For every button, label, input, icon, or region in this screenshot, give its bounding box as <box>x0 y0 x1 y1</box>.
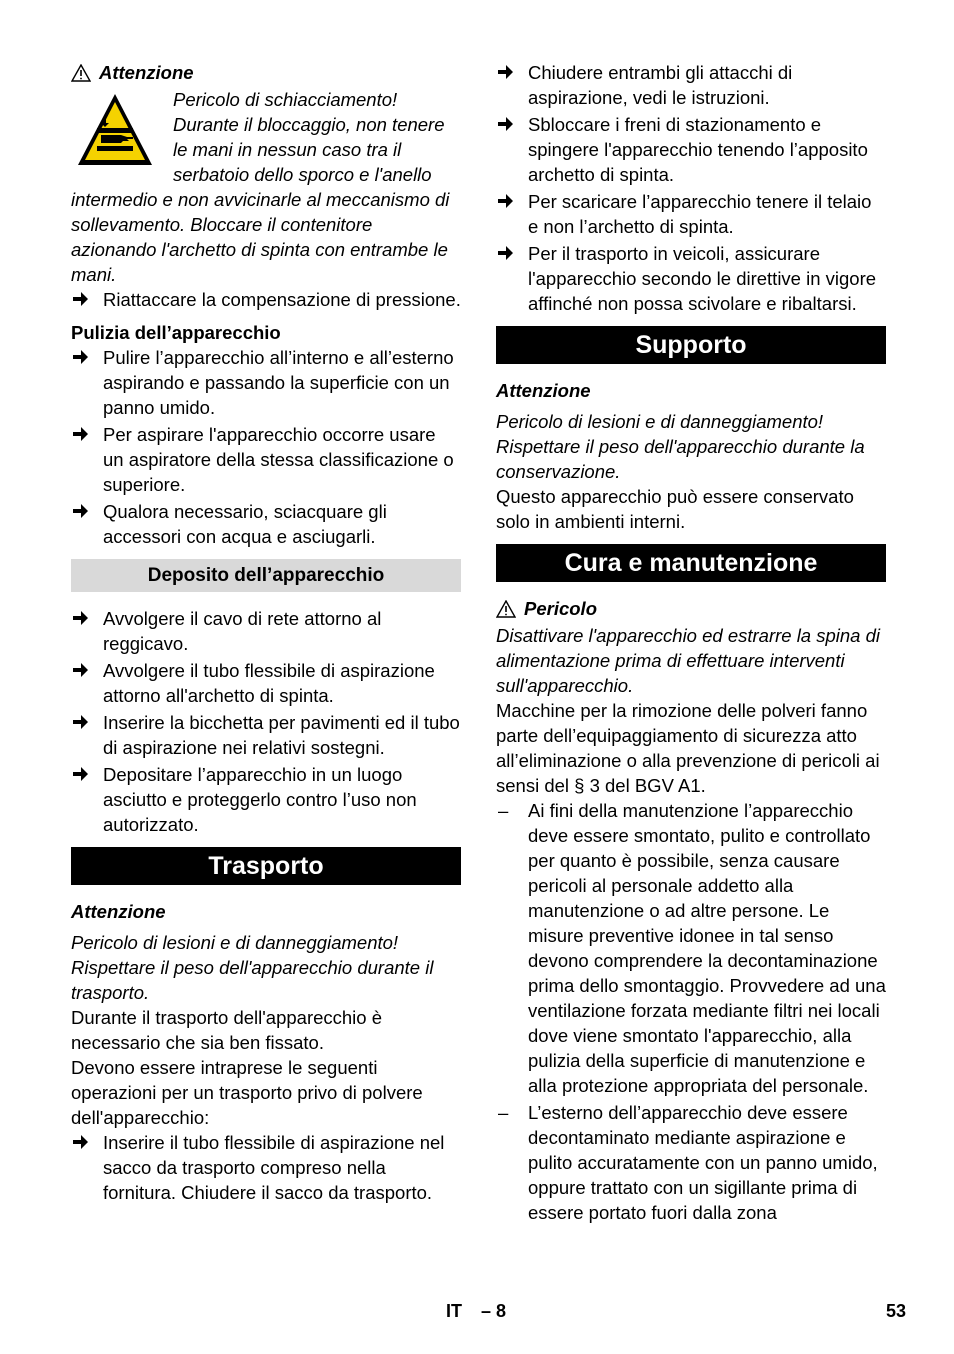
list-item-text: Inserire il tubo flessibile di aspirazione nel sacco da trasporto compreso nella fornitura. Chiudere il sacco da trasporto. <box>103 1132 445 1203</box>
list-item <box>71 710 461 760</box>
transport-list <box>71 1130 461 1205</box>
transport-warning-text: Pericolo di lesioni e di danneggiamento! Rispettare il peso dell'apparecchio durante il trasporto. <box>71 932 434 1003</box>
list-item <box>71 345 461 420</box>
transport-paragraph: Devono essere intraprese le seguenti operazioni per un trasporto privo di polvere dell'apparecchio: <box>71 1057 423 1128</box>
list-item-text: Inserire la bicchetta per pavimenti ed il tubo di aspirazione nei relativi sostegni. <box>103 712 460 758</box>
list-item-text: Avvolgere il tubo flessibile di aspirazione attorno all'archetto di spinta. <box>103 660 435 706</box>
list-item-text: Chiudere entrambi gli attacchi di aspirazione, vedi le istruzioni. <box>528 62 793 108</box>
list-item <box>496 1100 886 1225</box>
list-item-text: Avvolgere il cavo di rete attorno al reggicavo. <box>103 608 382 654</box>
footer-section-page: – 8 <box>481 1301 507 1321</box>
cleaning-list <box>71 345 461 549</box>
maintenance-list <box>496 798 886 1225</box>
list-item-text: Per aspirare l'apparecchio occorre usare un aspiratore della stessa classificazione o superiore. <box>103 424 454 495</box>
crush-warning-block <box>71 87 461 287</box>
list-item <box>496 241 886 316</box>
list-item-text: Depositare l’apparecchio in un luogo asciutto e proteggerlo contro l’uso non autorizzato. <box>103 764 417 835</box>
list-item <box>71 499 461 549</box>
transport-section-heading: Trasporto <box>71 847 461 885</box>
list-item-text: Pulire l’apparecchio all’interno e all’esterno aspirando e passando la superficie con un panno umido. <box>103 347 454 418</box>
list-item-text: Riattaccare la compensazione di pressione. <box>103 289 461 310</box>
list-item <box>496 112 886 187</box>
list-item-text: Per scaricare l’apparecchio tenere il telaio e non l’archetto di spinta. <box>528 191 872 237</box>
list-item <box>71 287 461 312</box>
arrow-right-icon <box>496 191 514 211</box>
warning-title: Attenzione <box>99 62 194 83</box>
list-item-text: Ai fini della manutenzione l’apparecchio deve essere smontato, pulito e controllato per quanto è possibile, senza causare pericoli al personale addetto alla manutenzione o ad altre persone. Le misure preventive idonee in tal senso devono comprendere la decontaminazione prima dello smontaggio. Provvedere ad una ventilazione forzata mediante filtri nei locali dove viene smontato l'apparecchio, alla pulizia della superficie di manutenzione e alla protezione appropriata del personale. <box>528 800 886 1096</box>
storage-section-heading: Deposito dell’apparecchio <box>71 559 461 592</box>
arrow-right-icon <box>496 114 514 134</box>
page-number: 53 <box>885 1301 906 1321</box>
warning-text: Pericolo di schiacciamento! Durante il bloccaggio, non tenere le mani in nessun caso tra il serbatoio dello sporco e l'anello intermedio e non avvicinarle al meccanismo di sollevamento. Bloccare il contenitore azionando l'archetto di spinta con entrambe le mani. <box>71 89 450 285</box>
dash-bullet: – <box>498 1102 509 1123</box>
transport-list-continued <box>496 60 886 316</box>
list-item <box>71 762 461 837</box>
arrow-right-icon <box>496 243 514 263</box>
maintenance-paragraph: Macchine per la rimozione delle polveri fanno parte dell’equipaggiamento di sicurezza atto all’eliminazione o alla prevenzione di pericoli ai sensi del § 3 del BGV A1. <box>496 700 880 796</box>
arrow-right-icon <box>71 1132 89 1152</box>
transport-paragraph: Durante il trasporto dell'apparecchio è necessario che sia ben fissato. <box>71 1007 383 1053</box>
pressure-list <box>71 287 461 312</box>
arrow-right-icon <box>71 764 89 784</box>
danger-heading <box>496 596 886 621</box>
dash-bullet: – <box>498 800 509 821</box>
danger-title: Pericolo <box>524 598 597 619</box>
arrow-right-icon <box>71 660 89 680</box>
arrow-right-icon <box>71 608 89 628</box>
support-warning-text: Pericolo di lesioni e di danneggiamento! Rispettare il peso dell'apparecchio durante la conservazione. <box>496 411 865 482</box>
footer-language: IT <box>446 1301 462 1321</box>
hand-crush-hazard-icon <box>75 91 155 169</box>
list-item <box>71 422 461 497</box>
transport-warning-title: Attenzione <box>71 901 166 922</box>
list-item <box>496 798 886 1098</box>
support-section-heading: Supporto <box>496 326 886 364</box>
maintenance-section-heading: Cura e manutenzione <box>496 544 886 582</box>
warning-heading <box>71 60 461 85</box>
warning-triangle-icon <box>496 600 516 618</box>
arrow-right-icon <box>71 501 89 521</box>
cleaning-heading: Pulizia dell’apparecchio <box>71 322 281 343</box>
arrow-right-icon <box>71 712 89 732</box>
left-column <box>71 60 461 1207</box>
arrow-right-icon <box>71 289 89 309</box>
list-item <box>71 606 461 656</box>
list-item <box>496 189 886 239</box>
list-item-text: Sbloccare i freni di stazionamento e spingere l'apparecchio tenendo l’apposito archetto di spinta. <box>528 114 868 185</box>
storage-list <box>71 606 461 837</box>
danger-text: Disattivare l'apparecchio ed estrarre la spina di alimentazione prima di effettuare interventi sull'apparecchio. <box>496 625 881 696</box>
arrow-right-icon <box>496 62 514 82</box>
list-item <box>496 60 886 110</box>
support-paragraph: Questo apparecchio può essere conservato solo in ambienti interni. <box>496 486 854 532</box>
arrow-right-icon <box>71 424 89 444</box>
right-column <box>496 60 886 1227</box>
list-item-text: Per il trasporto in veicoli, assicurare l'apparecchio secondo le direttive in vigore affinché non possa scivolare e ribaltarsi. <box>528 243 877 314</box>
list-item <box>71 658 461 708</box>
support-warning-title: Attenzione <box>496 380 591 401</box>
list-item-text: L’esterno dell’apparecchio deve essere decontaminato mediante aspirazione e pulito accuratamente con un panno umido, oppure trattato con un sigillante prima di essere portato fuori dalla zona <box>528 1102 878 1223</box>
warning-triangle-icon <box>71 64 91 82</box>
list-item <box>71 1130 461 1205</box>
list-item-text: Qualora necessario, sciacquare gli accessori con acqua e asciugarli. <box>103 501 387 547</box>
arrow-right-icon <box>71 347 89 367</box>
